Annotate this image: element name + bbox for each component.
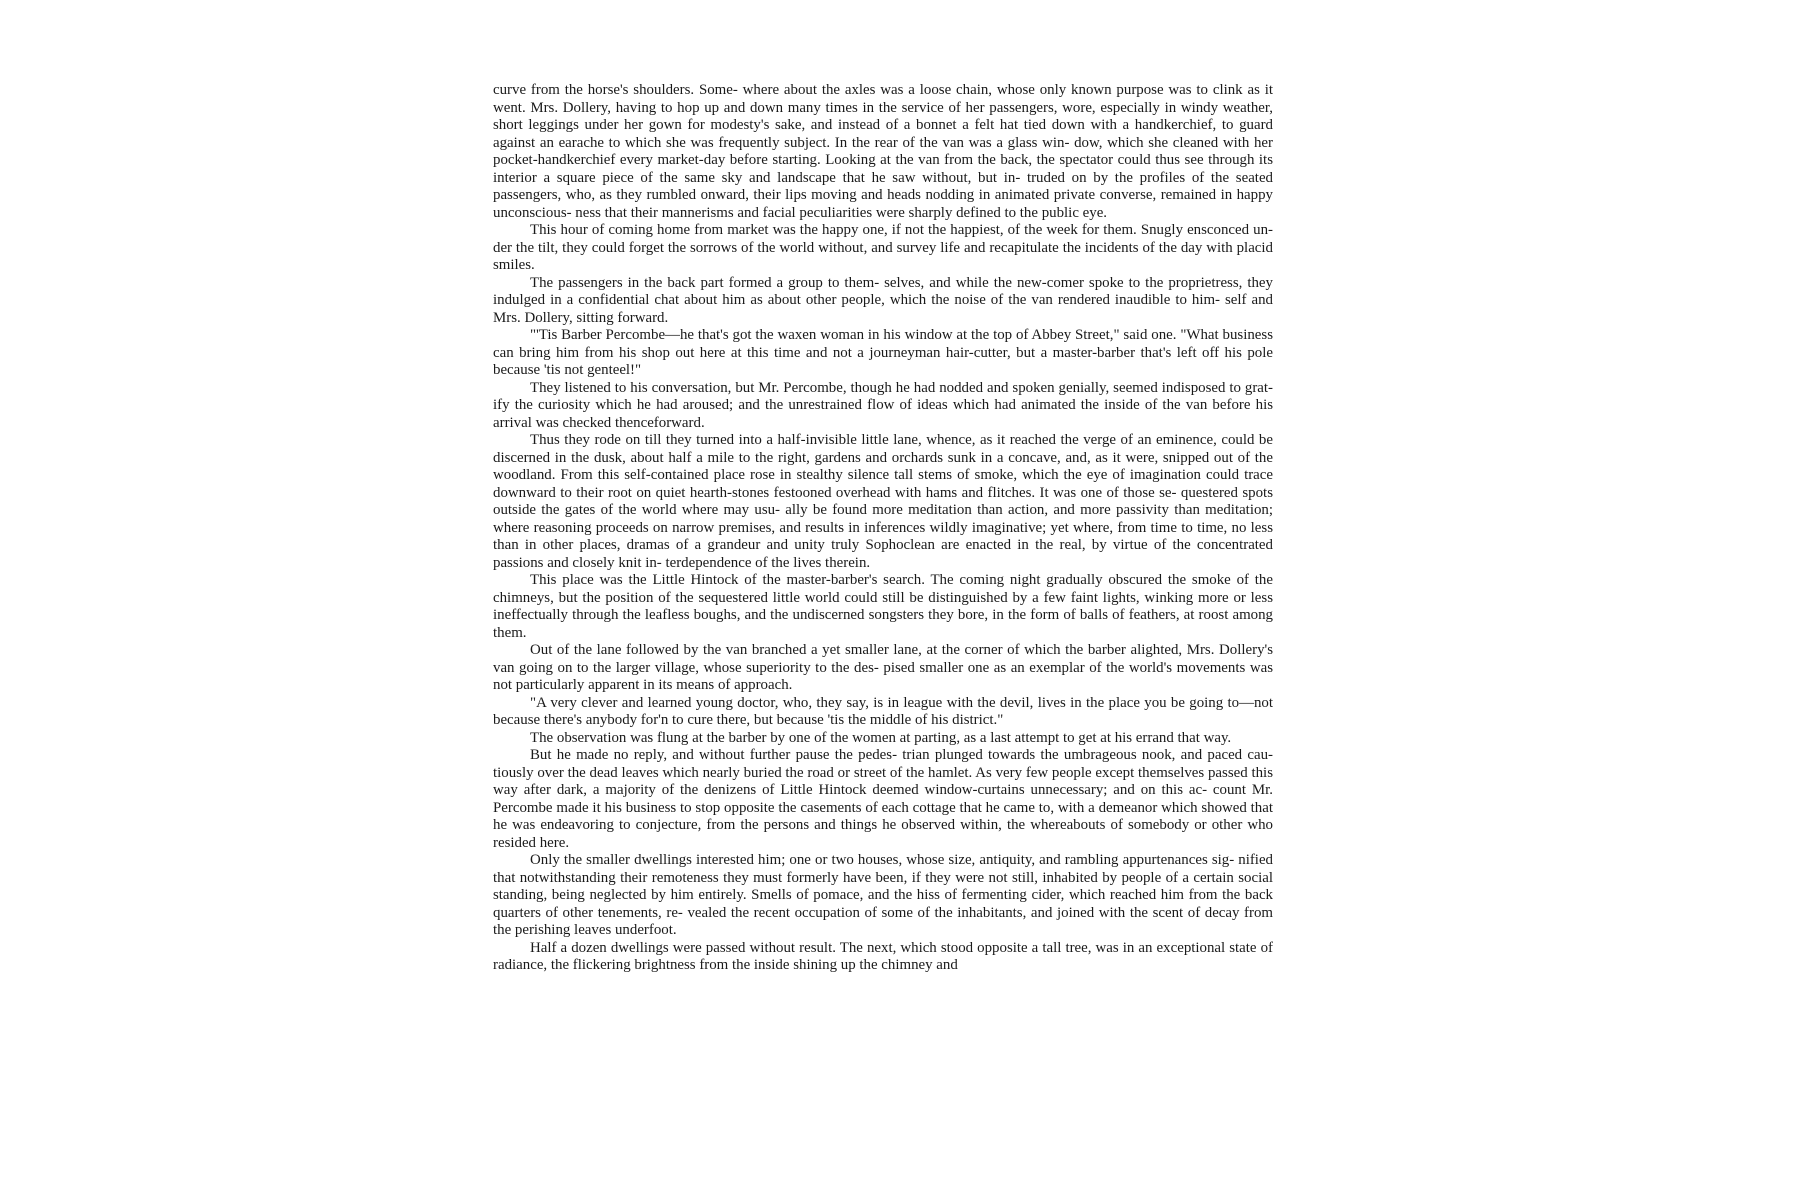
paragraph: Only the smaller dwellings interested him; one or two houses, whose size, antiquity, and rambling appurtenances sig- nified that notwithstanding their remoteness they must formerly have been, if they were not still, inhabited by people of a certain social standing, being neglected by him entirely. Smells of pomace, and the hiss of fermenting cider, which reached him from the back quarters of other tenements, re- vealed the recent occupation of some of the inhabitants, and joined with the scent of decay from the perishing leaves underfoot. [493, 852, 1273, 938]
paragraph: curve from the horse's shoulders. Some- where about the axles was a loose chain, whose only known purpose was to clink as it went. Mrs. Dollery, having to hop up and down many times in the service of her passengers, wore, especially in windy weather, short leggings under her gown for modesty's sake, and instead of a bonnet a felt hat tied down with a handkerchief, to guard against an earache to which she was frequently subject. In the rear of the van was a glass win- dow, which she cleaned with her pocket-handkerchief every market-day before starting. Looking at the van from the back, the spectator could thus see through its interior a square piece of the same sky and landscape that he saw without, but in- truded on by the profiles of the seated passengers, who, as they rumbled onward, their lips moving and heads nodding in animated private converse, remained in happy unconscious- ness that their mannerisms and facial peculiarities were sharply defined to the public eye. [493, 82, 1273, 221]
paragraph: They listened to his conversation, but Mr. Percombe, though he had nodded and spoken genially, seemed indisposed to grat- ify the curiosity which he had aroused; and the unrestrained flow of ideas which had animated the inside of the van before his arrival was checked thenceforward. [493, 379, 1273, 431]
paragraph: Half a dozen dwellings were passed without result. The next, which stood opposite a tall tree, was in an exceptional state of radiance, the flickering brightness from the inside shining up the chimney and [493, 939, 1273, 973]
paragraph: This hour of coming home from market was the happy one, if not the happiest, of the week for them. Snugly ensconced un- der the tilt, they could forget the sorrows of the world without, and survey life and recapitulate the incidents of the day with placid smiles. [493, 222, 1273, 273]
paragraph: Thus they rode on till they turned into a half-invisible little lane, whence, as it reached the verge of an eminence, could be discerned in the dusk, about half a mile to the right, gardens and orchards sunk in a concave, and, as it were, snipped out of the woodland. From this self-contained place rose in stealthy silence tall stems of smoke, which the eye of imagination could trace downward to their root on quiet hearth-stones festooned overhead with hams and flitches. It was one of those se- questered spots outside the gates of the world where may usu- ally be found more meditation than action, and more passivity than meditation; where reasoning proceeds on narrow premises, and results in inferences wildly imaginative; yet where, from time to time, no less than in other places, dramas of a grandeur and unity truly Sophoclean are enacted in the real, by virtue of the concentrated passions and closely knit in- terdependence of the lives therein. [493, 432, 1273, 571]
paragraph: The passengers in the back part formed a group to them- selves, and while the new-comer spoke to the proprietress, they indulged in a confidential chat about him as about other people, which the noise of the van rendered inaudible to him- self and Mrs. Dollery, sitting forward. [493, 274, 1273, 326]
paragraph: The observation was flung at the barber by one of the women at parting, as a last attempt to get at his errand that way. [530, 729, 1232, 746]
document-page [493, 82, 1273, 975]
paragraph: "A very clever and learned young doctor, who, they say, is in league with the devil, lives in the place you be going to—not because there's anybody for'n to cure there, but because 'tis the middle of his district." [493, 694, 1273, 728]
paragraph: This place was the Little Hintock of the master-barber's search. The coming night gradually obscured the smoke of the chimneys, but the position of the sequestered little world could still be distinguished by a few faint lights, winking more or less ineffectually through the leafless boughs, and the undiscerned songsters they bore, in the form of balls of feathers, at roost among them. [493, 572, 1273, 641]
paragraph: Out of the lane followed by the van branched a yet smaller lane, at the corner of which the barber alighted, Mrs. Dollery's van going on to the larger village, whose superiority to the des- pised smaller one as an exemplar of the world's movements was not particularly apparent in its means of approach. [493, 642, 1273, 693]
paragraph: "'Tis Barber Percombe—he that's got the waxen woman in his window at the top of Abbey Street," said one. "What business can bring him from his shop out here at this time and not a journeyman hair-cutter, but a master-barber that's left off his pole because 'tis not genteel!" [493, 327, 1273, 378]
paragraph: But he made no reply, and without further pause the pedes- trian plunged towards the umbrageous nook, and paced cau- tiously over the dead leaves which nearly buried the road or street of the hamlet. As very few people except themselves passed this way after dark, a majority of the denizens of Little Hintock deemed window-curtains unnecessary; and on this ac- count Mr. Percombe made it his business to stop opposite the casements of each cottage that he came to, with a demeanor which showed that he was endeavoring to conjecture, from the persons and things he observed within, the whereabouts of somebody or other who resided here. [493, 747, 1273, 851]
